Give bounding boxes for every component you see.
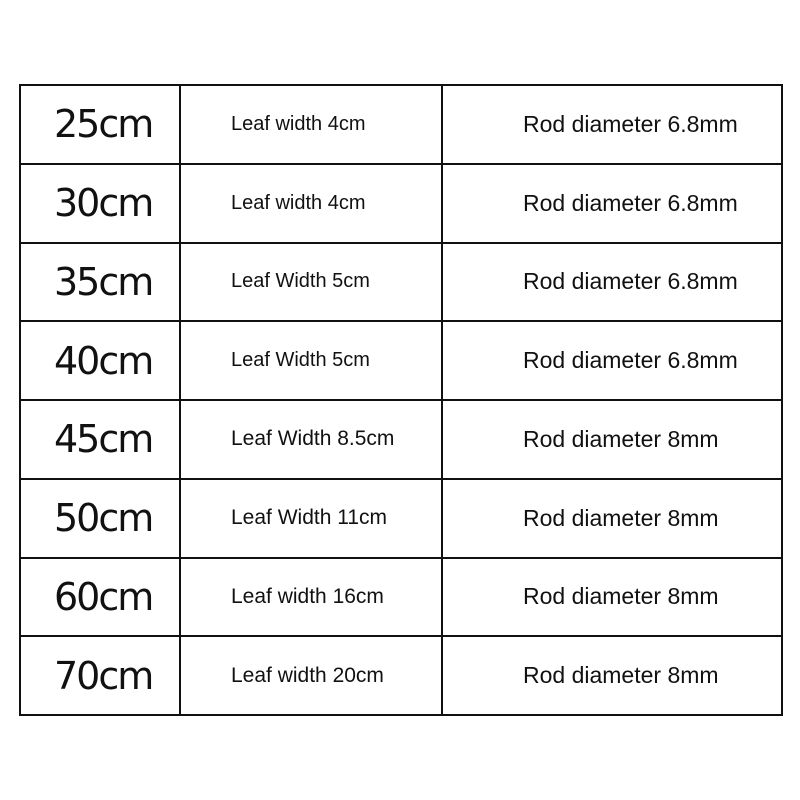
size-cell: 30cm [20,164,180,243]
size-cell: 70cm [20,636,180,715]
rod-diameter-cell: Rod diameter 6.8mm [442,243,782,322]
size-cell: 50cm [20,479,180,558]
leaf-width-cell: Leaf width 16cm [180,558,442,637]
leaf-width-cell: Leaf Width 11cm [180,479,442,558]
table-row [20,321,782,400]
table-row [20,243,782,322]
leaf-width-cell: Leaf width 4cm [180,164,442,243]
size-spec-table [19,84,783,716]
rod-diameter-cell: Rod diameter 8mm [442,558,782,637]
leaf-width-cell: Leaf width 4cm [180,85,442,164]
rod-diameter-cell: Rod diameter 8mm [442,636,782,715]
size-cell: 35cm [20,243,180,322]
size-cell: 60cm [20,558,180,637]
table-row [20,479,782,558]
rod-diameter-cell: Rod diameter 6.8mm [442,85,782,164]
size-cell: 45cm [20,400,180,479]
rod-diameter-cell: Rod diameter 6.8mm [442,321,782,400]
table-row [20,85,782,164]
rod-diameter-cell: Rod diameter 8mm [442,400,782,479]
leaf-width-cell: Leaf width 20cm [180,636,442,715]
size-cell: 25cm [20,85,180,164]
leaf-width-cell: Leaf Width 5cm [180,321,442,400]
leaf-width-cell: Leaf Width 8.5cm [180,400,442,479]
table-row [20,558,782,637]
size-cell: 40cm [20,321,180,400]
table-row [20,636,782,715]
rod-diameter-cell: Rod diameter 8mm [442,479,782,558]
table-row [20,164,782,243]
leaf-width-cell: Leaf Width 5cm [180,243,442,322]
rod-diameter-cell: Rod diameter 6.8mm [442,164,782,243]
table-row [20,400,782,479]
